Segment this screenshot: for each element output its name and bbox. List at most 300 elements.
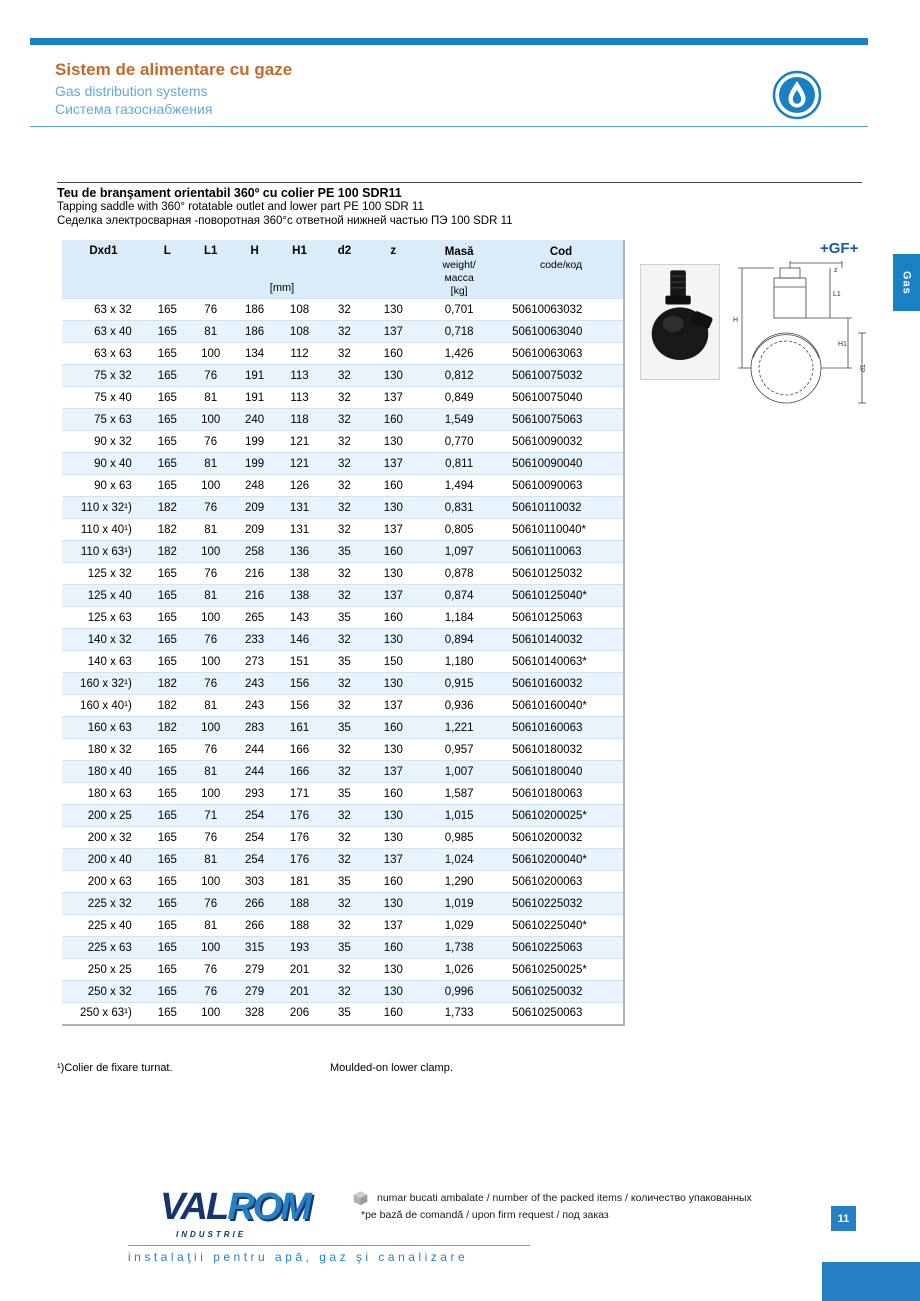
table-cell: 50610063032 bbox=[512, 303, 583, 316]
table-cell: 0,874 bbox=[444, 589, 474, 602]
table-cell: 1,184 bbox=[444, 611, 474, 624]
table-cell: 76 bbox=[204, 303, 218, 316]
table-cell: 81 bbox=[204, 699, 218, 712]
table-cell: 76 bbox=[204, 963, 218, 976]
table-cell: 137 bbox=[383, 699, 403, 712]
table-cell: 165 bbox=[157, 611, 177, 624]
dim-label-z: z bbox=[834, 267, 838, 274]
table-cell: 137 bbox=[383, 589, 403, 602]
table-cell: 225 x 63 bbox=[87, 941, 132, 954]
table-row bbox=[62, 387, 624, 409]
table-cell: 1,426 bbox=[444, 347, 474, 360]
table-cell: 171 bbox=[289, 787, 310, 800]
page-title-ru: Система газоснабжения bbox=[55, 101, 213, 117]
table-cell: 121 bbox=[289, 457, 310, 470]
table-cell: 32 bbox=[338, 743, 351, 756]
table-row bbox=[62, 607, 624, 629]
cod-header-sub: code/код bbox=[539, 259, 583, 271]
table-cell: 160 bbox=[383, 787, 403, 800]
table-cell: 160 bbox=[383, 875, 403, 888]
spec-table-head bbox=[62, 240, 624, 299]
table-cell: 75 x 63 bbox=[94, 413, 132, 426]
table-cell: 165 bbox=[157, 325, 177, 338]
table-cell: 113 bbox=[290, 369, 309, 382]
table-cell: 165 bbox=[157, 853, 177, 866]
table-cell: 244 bbox=[245, 743, 265, 756]
table-cell: 160 x 63 bbox=[87, 721, 132, 734]
table-cell: 76 bbox=[204, 985, 218, 998]
table-cell: 32 bbox=[338, 391, 351, 404]
cod-header-title: Cod bbox=[549, 246, 573, 258]
table-cell: 130 bbox=[383, 567, 403, 580]
table-cell: 156 bbox=[289, 699, 310, 712]
col-header-cod bbox=[499, 240, 624, 299]
table-cell: 0,805 bbox=[444, 523, 474, 536]
table-cell: 110 x 32¹) bbox=[80, 501, 132, 514]
table-cell: 32 bbox=[338, 501, 351, 514]
table-cell: 32 bbox=[338, 523, 351, 536]
section-divider bbox=[57, 182, 862, 183]
table-cell: 137 bbox=[383, 457, 403, 470]
table-cell: 118 bbox=[290, 413, 309, 426]
table-cell: 216 bbox=[245, 589, 265, 602]
table-cell: 32 bbox=[338, 985, 351, 998]
table-cell: 81 bbox=[204, 765, 218, 778]
footnote-ro: ¹)Colier de fixare turnat. bbox=[57, 1062, 173, 1074]
table-cell: 100 bbox=[201, 787, 221, 800]
table-cell: 182 bbox=[157, 523, 177, 536]
table-cell: 216 bbox=[245, 567, 265, 580]
table-cell: 200 x 25 bbox=[87, 809, 132, 822]
table-cell: 283 bbox=[245, 721, 265, 734]
table-cell: 50610225063 bbox=[512, 941, 583, 954]
table-cell: 100 bbox=[201, 413, 221, 426]
table-cell: 81 bbox=[204, 919, 218, 932]
header-accent-bar bbox=[30, 38, 868, 45]
table-cell: 244 bbox=[245, 765, 265, 778]
table-cell: 193 bbox=[289, 941, 310, 954]
table-row bbox=[62, 431, 624, 453]
table-row bbox=[62, 805, 624, 827]
table-cell: 32 bbox=[338, 963, 351, 976]
table-cell: 188 bbox=[289, 897, 310, 910]
table-cell: 186 bbox=[245, 303, 265, 316]
table-cell: 63 x 40 bbox=[94, 325, 132, 338]
table-cell: 199 bbox=[245, 435, 265, 448]
col-header-h1: H1 bbox=[292, 245, 307, 257]
table-cell: 254 bbox=[245, 853, 265, 866]
table-cell: 180 x 40 bbox=[87, 765, 132, 778]
table-cell: 266 bbox=[245, 897, 265, 910]
spec-table bbox=[62, 240, 625, 1026]
table-cell: 191 bbox=[245, 391, 265, 404]
table-cell: 180 x 63 bbox=[87, 787, 132, 800]
table-cell: 0,985 bbox=[444, 831, 474, 844]
footnote-en: Moulded-on lower clamp. bbox=[330, 1062, 453, 1074]
table-cell: 32 bbox=[338, 677, 351, 690]
footer-tagline: instalaţii pentru apă, gaz şi canalizare bbox=[128, 1250, 469, 1264]
table-cell: 100 bbox=[201, 721, 221, 734]
table-cell: 130 bbox=[383, 677, 403, 690]
table-cell: 50610125040* bbox=[512, 589, 587, 602]
table-cell: 165 bbox=[157, 831, 177, 844]
table-cell: 110 x 40¹) bbox=[80, 523, 132, 536]
table-row bbox=[62, 959, 624, 981]
table-cell: 100 bbox=[201, 1007, 221, 1020]
table-cell: 50610225032 bbox=[512, 897, 583, 910]
table-cell: 160 x 40¹) bbox=[80, 699, 132, 712]
table-cell: 35 bbox=[338, 655, 351, 668]
table-cell: 176 bbox=[289, 831, 310, 844]
table-cell: 1,549 bbox=[444, 413, 474, 426]
table-cell: 32 bbox=[338, 853, 351, 866]
table-cell: 130 bbox=[383, 963, 403, 976]
table-row bbox=[62, 981, 624, 1003]
dim-label-h1: H1 bbox=[838, 341, 847, 348]
table-row bbox=[62, 541, 624, 563]
table-row bbox=[62, 739, 624, 761]
table-row bbox=[62, 629, 624, 651]
col-header-l1: L1 bbox=[203, 245, 218, 257]
product-photo bbox=[640, 264, 720, 380]
table-cell: 233 bbox=[245, 633, 265, 646]
dim-label-h: H bbox=[733, 317, 739, 324]
table-cell: 150 bbox=[383, 655, 403, 668]
table-cell: 201 bbox=[289, 963, 310, 976]
table-cell: 35 bbox=[338, 721, 351, 734]
table-row bbox=[62, 651, 624, 673]
table-cell: 50610160032 bbox=[512, 677, 583, 690]
table-cell: 100 bbox=[201, 545, 221, 558]
table-row bbox=[62, 695, 624, 717]
table-cell: 180 x 32 bbox=[87, 743, 132, 756]
table-cell: 100 bbox=[201, 941, 221, 954]
table-cell: 130 bbox=[383, 369, 403, 382]
table-cell: 182 bbox=[157, 545, 177, 558]
table-row bbox=[62, 937, 624, 959]
table-cell: 130 bbox=[383, 501, 403, 514]
table-cell: 138 bbox=[289, 589, 310, 602]
mass-header-ru: масса bbox=[444, 272, 474, 284]
mass-header-en: weight/ bbox=[442, 259, 476, 271]
table-cell: 50610090040 bbox=[512, 457, 583, 470]
table-row bbox=[62, 497, 624, 519]
table-cell: 160 bbox=[383, 941, 403, 954]
table-cell: 328 bbox=[245, 1007, 265, 1020]
table-cell: 209 bbox=[245, 501, 265, 514]
table-cell: 225 x 32 bbox=[87, 897, 132, 910]
table-cell: 81 bbox=[204, 853, 218, 866]
table-cell: 50610180063 bbox=[512, 787, 583, 800]
table-cell: 76 bbox=[204, 369, 218, 382]
product-title: Teu de branşament orientabil 360º cu colier PE 100 SDR11 bbox=[57, 186, 402, 200]
table-cell: 279 bbox=[245, 985, 265, 998]
table-cell: 250 x 25 bbox=[87, 963, 132, 976]
technical-drawing bbox=[730, 260, 870, 412]
table-cell: 112 bbox=[290, 347, 309, 360]
table-cell: 165 bbox=[157, 941, 177, 954]
table-cell: 165 bbox=[157, 369, 177, 382]
table-cell: 160 bbox=[383, 479, 403, 492]
table-cell: 165 bbox=[157, 567, 177, 580]
table-row bbox=[62, 343, 624, 365]
table-row bbox=[62, 409, 624, 431]
table-row bbox=[62, 519, 624, 541]
spec-table-body bbox=[62, 299, 624, 1025]
table-cell: 146 bbox=[289, 633, 310, 646]
valrom-logo bbox=[160, 1186, 310, 1229]
table-cell: 50610075032 bbox=[512, 369, 583, 382]
package-icon bbox=[352, 1190, 369, 1207]
table-cell: 131 bbox=[289, 523, 310, 536]
table-cell: 50610200063 bbox=[512, 875, 583, 888]
table-cell: 50610110040* bbox=[512, 523, 587, 536]
table-cell: 137 bbox=[383, 765, 403, 778]
col-header-z: z bbox=[390, 245, 397, 257]
table-cell: 0,936 bbox=[444, 699, 474, 712]
table-cell: 130 bbox=[383, 633, 403, 646]
table-cell: 166 bbox=[289, 765, 310, 778]
table-cell: 100 bbox=[201, 347, 221, 360]
table-cell: 81 bbox=[204, 457, 218, 470]
header-divider bbox=[30, 126, 868, 127]
table-cell: 50610075063 bbox=[512, 413, 583, 426]
table-cell: 165 bbox=[157, 985, 177, 998]
table-cell: 160 bbox=[383, 1007, 403, 1020]
table-cell: 35 bbox=[338, 1007, 351, 1020]
table-cell: 32 bbox=[338, 479, 351, 492]
table-cell: 199 bbox=[245, 457, 265, 470]
table-cell: 81 bbox=[204, 523, 218, 536]
table-cell: 50610075040 bbox=[512, 391, 583, 404]
table-cell: 140 x 32 bbox=[87, 633, 132, 646]
table-cell: 165 bbox=[157, 875, 177, 888]
table-cell: 100 bbox=[201, 875, 221, 888]
table-cell: 1,019 bbox=[444, 897, 474, 910]
gas-flame-icon bbox=[772, 70, 822, 120]
table-cell: 279 bbox=[245, 963, 265, 976]
table-cell: 0,996 bbox=[444, 985, 474, 998]
table-cell: 182 bbox=[157, 677, 177, 690]
table-cell: 266 bbox=[245, 919, 265, 932]
table-row bbox=[62, 871, 624, 893]
gf-logo: +GF+ bbox=[820, 240, 859, 257]
table-cell: 165 bbox=[157, 919, 177, 932]
col-header-mass bbox=[419, 240, 499, 299]
table-row bbox=[62, 475, 624, 497]
table-cell: 165 bbox=[157, 765, 177, 778]
col-header-h: H bbox=[250, 245, 259, 257]
footer-note-on-request: *pe bază de comandă / upon firm request / под заказ bbox=[361, 1209, 609, 1221]
table-cell: 32 bbox=[338, 369, 351, 382]
table-cell: 76 bbox=[204, 677, 218, 690]
table-cell: 32 bbox=[338, 633, 351, 646]
table-cell: 166 bbox=[289, 743, 310, 756]
table-cell: 137 bbox=[383, 325, 403, 338]
table-cell: 0,957 bbox=[444, 743, 474, 756]
table-cell: 32 bbox=[338, 699, 351, 712]
table-cell: 243 bbox=[245, 677, 265, 690]
col-header-dxd1: Dxd1 bbox=[89, 245, 118, 257]
table-cell: 50610160040* bbox=[512, 699, 587, 712]
table-cell: 50610063063 bbox=[512, 347, 583, 360]
product-subtitle-en: Tapping saddle with 360° rotatable outlet and lower part PE 100 SDR 11 bbox=[57, 201, 424, 213]
table-cell: 137 bbox=[383, 853, 403, 866]
table-cell: 1,180 bbox=[444, 655, 474, 668]
dim-label-d1: d1 bbox=[860, 364, 867, 372]
table-cell: 258 bbox=[245, 545, 265, 558]
table-cell: 130 bbox=[383, 897, 403, 910]
table-cell: 50610200040* bbox=[512, 853, 587, 866]
table-cell: 250 x 63¹) bbox=[80, 1007, 132, 1020]
table-cell: 160 x 32¹) bbox=[80, 677, 132, 690]
table-cell: 50610125032 bbox=[512, 567, 583, 580]
table-cell: 1,290 bbox=[444, 875, 474, 888]
table-cell: 81 bbox=[204, 325, 218, 338]
table-cell: 0,811 bbox=[445, 457, 474, 470]
table-cell: 76 bbox=[204, 501, 218, 514]
col-header-d2: d2 bbox=[337, 245, 352, 257]
table-cell: 140 x 63 bbox=[87, 655, 132, 668]
table-row bbox=[62, 299, 624, 321]
table-cell: 121 bbox=[289, 435, 310, 448]
table-cell: 50610110032 bbox=[512, 501, 582, 514]
table-cell: 76 bbox=[204, 435, 218, 448]
gas-section-tab: Gas bbox=[893, 254, 920, 311]
table-cell: 126 bbox=[289, 479, 310, 492]
table-cell: 35 bbox=[338, 611, 351, 624]
col-header-l: L bbox=[163, 245, 171, 257]
table-cell: 90 x 63 bbox=[94, 479, 132, 492]
table-row bbox=[62, 849, 624, 871]
table-cell: 110 x 63¹) bbox=[80, 545, 132, 558]
table-cell: 273 bbox=[245, 655, 265, 668]
table-cell: 1,587 bbox=[444, 787, 474, 800]
dim-label-l1: L1 bbox=[833, 291, 841, 298]
table-cell: 176 bbox=[289, 853, 310, 866]
table-cell: 240 bbox=[245, 413, 265, 426]
table-cell: 201 bbox=[289, 985, 310, 998]
product-subtitle-ru: Седелка электросварная -поворотная 360°с ответной нижней частью ПЭ 100 SDR 11 bbox=[57, 215, 513, 227]
table-cell: 32 bbox=[338, 303, 351, 316]
table-cell: 76 bbox=[204, 743, 218, 756]
table-cell: 161 bbox=[289, 721, 310, 734]
table-cell: 50610140063* bbox=[512, 655, 587, 668]
logo-rom-text: ROM bbox=[227, 1186, 310, 1228]
table-cell: 165 bbox=[157, 303, 177, 316]
table-cell: 1,494 bbox=[444, 479, 474, 492]
table-cell: 156 bbox=[289, 677, 310, 690]
column-header-row bbox=[62, 240, 624, 282]
table-cell: 186 bbox=[245, 325, 265, 338]
table-cell: 100 bbox=[201, 479, 221, 492]
table-cell: 182 bbox=[157, 721, 177, 734]
table-cell: 32 bbox=[338, 325, 351, 338]
table-cell: 32 bbox=[338, 765, 351, 778]
unit-mm-label: [mm] bbox=[269, 282, 295, 294]
table-cell: 0,894 bbox=[444, 633, 474, 646]
table-cell: 165 bbox=[157, 787, 177, 800]
table-cell: 165 bbox=[157, 809, 177, 822]
table-cell: 35 bbox=[338, 941, 351, 954]
table-cell: 50610140032 bbox=[512, 633, 583, 646]
table-cell: 50610090063 bbox=[512, 479, 583, 492]
table-cell: 225 x 40 bbox=[87, 919, 132, 932]
table-cell: 265 bbox=[245, 611, 265, 624]
table-cell: 0,849 bbox=[444, 391, 474, 404]
table-cell: 90 x 32 bbox=[94, 435, 132, 448]
table-cell: 108 bbox=[289, 303, 310, 316]
table-cell: 32 bbox=[338, 347, 351, 360]
table-cell: 50610250032 bbox=[512, 985, 583, 998]
table-cell: 137 bbox=[383, 919, 403, 932]
table-cell: 160 bbox=[383, 545, 403, 558]
table-row bbox=[62, 761, 624, 783]
page-number-badge: 11 bbox=[831, 1206, 856, 1231]
table-cell: 32 bbox=[338, 413, 351, 426]
table-cell: 50610250063 bbox=[512, 1007, 583, 1020]
table-cell: 75 x 40 bbox=[94, 391, 132, 404]
table-cell: 160 bbox=[383, 721, 403, 734]
table-cell: 35 bbox=[338, 545, 351, 558]
table-cell: 32 bbox=[338, 919, 351, 932]
table-cell: 200 x 63 bbox=[87, 875, 132, 888]
table-row bbox=[62, 453, 624, 475]
table-cell: 254 bbox=[245, 831, 265, 844]
table-cell: 254 bbox=[245, 809, 265, 822]
table-cell: 50610180032 bbox=[512, 743, 583, 756]
table-cell: 1,007 bbox=[444, 765, 474, 778]
table-cell: 303 bbox=[245, 875, 265, 888]
table-cell: 165 bbox=[157, 479, 177, 492]
table-row bbox=[62, 827, 624, 849]
table-cell: 0,718 bbox=[444, 325, 474, 338]
table-cell: 165 bbox=[157, 743, 177, 756]
table-cell: 32 bbox=[338, 435, 351, 448]
table-cell: 32 bbox=[338, 567, 351, 580]
table-cell: 134 bbox=[245, 347, 265, 360]
table-cell: 130 bbox=[383, 809, 403, 822]
table-row bbox=[62, 717, 624, 739]
table-cell: 0,831 bbox=[444, 501, 474, 514]
table-cell: 0,878 bbox=[444, 567, 474, 580]
table-cell: 206 bbox=[289, 1007, 310, 1020]
table-cell: 137 bbox=[383, 391, 403, 404]
table-cell: 293 bbox=[245, 787, 265, 800]
table-cell: 50610160063 bbox=[512, 721, 583, 734]
table-cell: 176 bbox=[289, 809, 310, 822]
table-cell: 1,221 bbox=[444, 721, 474, 734]
table-cell: 1,097 bbox=[444, 545, 474, 558]
table-cell: 32 bbox=[338, 457, 351, 470]
table-cell: 250 x 32 bbox=[87, 985, 132, 998]
table-cell: 130 bbox=[383, 303, 403, 316]
table-cell: 1,738 bbox=[444, 941, 474, 954]
table-cell: 35 bbox=[338, 875, 351, 888]
table-cell: 160 bbox=[383, 347, 403, 360]
logo-industrie-text: INDUSTRIE bbox=[176, 1230, 247, 1239]
table-cell: 63 x 32 bbox=[94, 303, 132, 316]
table-cell: 32 bbox=[338, 831, 351, 844]
table-cell: 76 bbox=[204, 567, 218, 580]
table-cell: 50610110063 bbox=[512, 545, 582, 558]
footer-divider bbox=[128, 1245, 530, 1246]
table-cell: 50610225040* bbox=[512, 919, 587, 932]
footer-note-packed-items: numar bucati ambalate / number of the packed items / количество упакованных bbox=[377, 1192, 752, 1204]
table-cell: 160 bbox=[383, 611, 403, 624]
table-cell: 181 bbox=[289, 875, 310, 888]
table-cell: 1,024 bbox=[444, 853, 474, 866]
